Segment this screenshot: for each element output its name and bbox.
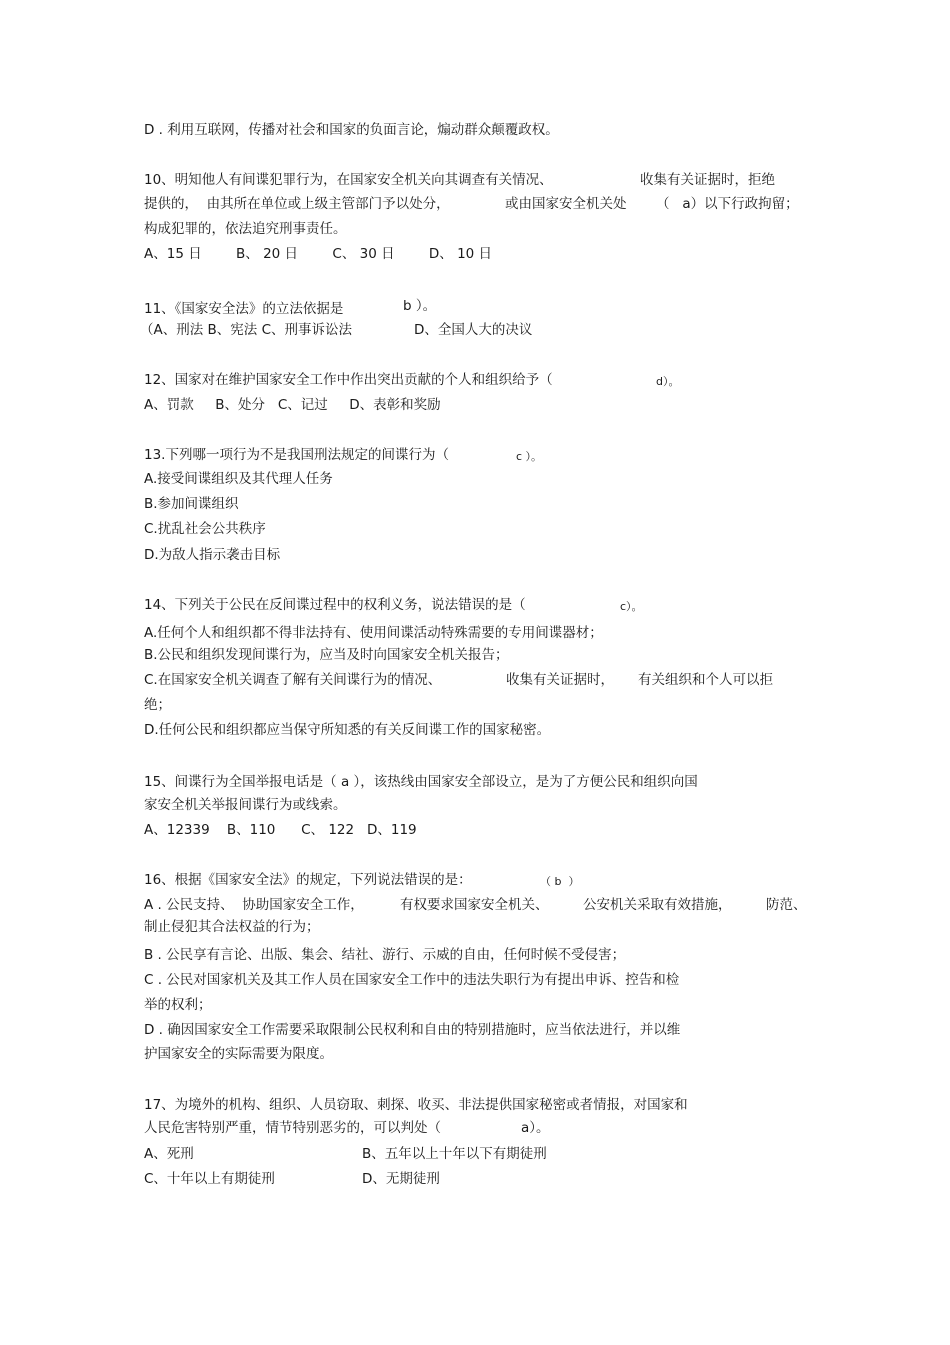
question-17-option-d: D、无期徒刑 (362, 1171, 440, 1187)
question-14-option-c-4: 绝； (144, 697, 171, 713)
question-13-option-d: D.为敌人指示袭击目标 (144, 547, 281, 563)
question-16-option-a-1: A . 公民支持、 协助国家安全工作， (144, 897, 364, 913)
question-17-text-2: 人民危害特别严重，情节特别恶劣的，可以判处（ (144, 1120, 441, 1136)
question-16-option-c-1: C . 公民对国家机关及其工作人员在国家安全工作中的违法失职行为有提出申诉、控告和检 (144, 972, 680, 988)
question-12-answer: d）。 (656, 375, 680, 388)
question-10-text-2: 提供的， 由其所在单位或上级主管部门予以处分， (144, 196, 450, 212)
question-16-option-b: B . 公民享有言论、出版、集会、结社、游行、示威的自由，任何时候不受侵害； (144, 947, 626, 963)
question-16-option-a-3: 公安机关采取有效措施， (583, 897, 732, 913)
question-17-option-a: A、死刑 (144, 1146, 194, 1162)
question-17-text-1: 17、为境外的机构、组织、人员窃取、刺探、收买、非法提供国家秘密或者情报，对国家和 (144, 1097, 688, 1113)
question-13-option-b: B.参加间谍组织 (144, 496, 239, 512)
question-15-options: A、12339 B、110 C、 122 D、119 (144, 822, 417, 838)
question-11-text: 11、《国家安全法》的立法依据是 (144, 301, 344, 317)
question-14-option-a: A.任何个人和组织都不得非法持有、使用间谍活动特殊需要的专用间谍器材； (144, 625, 603, 641)
question-15-text-2: 家安全机关举报间谍行为或线索。 (144, 797, 347, 813)
question-17-option-b: B、五年以上十年以下有期徒刑 (362, 1146, 547, 1162)
question-10-text-2b: 或由国家安全机关处 (505, 196, 627, 212)
question-16-option-a-5: 制止侵犯其合法权益的行为； (144, 919, 320, 935)
question-14-option-c-3: 有关组织和个人可以拒 (638, 672, 773, 688)
question-10-text-2c: （ a）以下行政拘留； (656, 196, 799, 212)
question-10-text-1b: 收集有关证据时，拒绝 (640, 172, 775, 188)
question-10-options: A、15 日 B、 20 日 C、 30 日 D、 10 日 (144, 246, 493, 262)
question-13-answer: c ）。 (516, 450, 543, 463)
question-16-option-a-4: 防范、 (766, 897, 807, 913)
question-13-option-a: A.接受间谍组织及其代理人任务 (144, 471, 333, 487)
question-13-text: 13.下列哪一项行为不是我国刑法规定的间谍行为（ (144, 447, 449, 463)
question-17-answer: a）。 (521, 1120, 550, 1136)
question-11-answer: b ）。 (403, 298, 437, 314)
question-14-option-b: B.公民和组织发现间谍行为，应当及时向国家安全机关报告； (144, 647, 509, 663)
question-10-text-3: 构成犯罪的，依法追究刑事责任。 (144, 221, 347, 237)
question-12-text: 12、国家对在维护国家安全工作中作出突出贡献的个人和组织给予（ (144, 372, 553, 388)
option-d-previous: D . 利用互联网，传播对社会和国家的负面言论，煽动群众颠覆政权。 (144, 122, 559, 138)
question-16-option-d-2: 护国家安全的实际需要为限度。 (144, 1046, 333, 1062)
question-16-option-a-2: 有权要求国家安全机关、 (400, 897, 549, 913)
question-17-option-c: C、十年以上有期徒刑 (144, 1171, 275, 1187)
question-11-options-a: （A、刑法 B、宪法 C、刑事诉讼法 (140, 322, 353, 338)
question-13-option-c: C.扰乱社会公共秩序 (144, 521, 266, 537)
question-14-option-c-1: C.在国家安全机关调查了解有关间谍行为的情况、 (144, 672, 442, 688)
question-14-option-c-2: 收集有关证据时， (506, 672, 614, 688)
question-16-answer: （ b ） (540, 875, 580, 888)
question-14-option-d: D.任何公民和组织都应当保守所知悉的有关反间谍工作的国家秘密。 (144, 722, 551, 738)
question-14-text: 14、下列关于公民在反间谍过程中的权利义务，说法错误的是（ (144, 597, 526, 613)
question-16-option-d-1: D . 确因国家安全工作需要采取限制公民权利和自由的特别措施时，应当依法进行，并以维 (144, 1022, 681, 1038)
question-10-text-1: 10、明知他人有间谍犯罪行为，在国家安全机关向其调查有关情况、 (144, 172, 553, 188)
question-11-options-b: D、全国人大的决议 (414, 322, 533, 338)
question-16-option-c-2: 举的权利； (144, 997, 212, 1013)
question-15-text-1: 15、间谍行为全国举报电话是（ a ），该热线由国家安全部设立，是为了方便公民和组织向国 (144, 774, 698, 790)
question-12-options: A、罚款 B、处分 C、记过 D、表彰和奖励 (144, 397, 441, 413)
question-16-text: 16、根据《国家安全法》的规定，下列说法错误的是： (144, 872, 472, 888)
question-14-answer: c）。 (620, 600, 643, 613)
